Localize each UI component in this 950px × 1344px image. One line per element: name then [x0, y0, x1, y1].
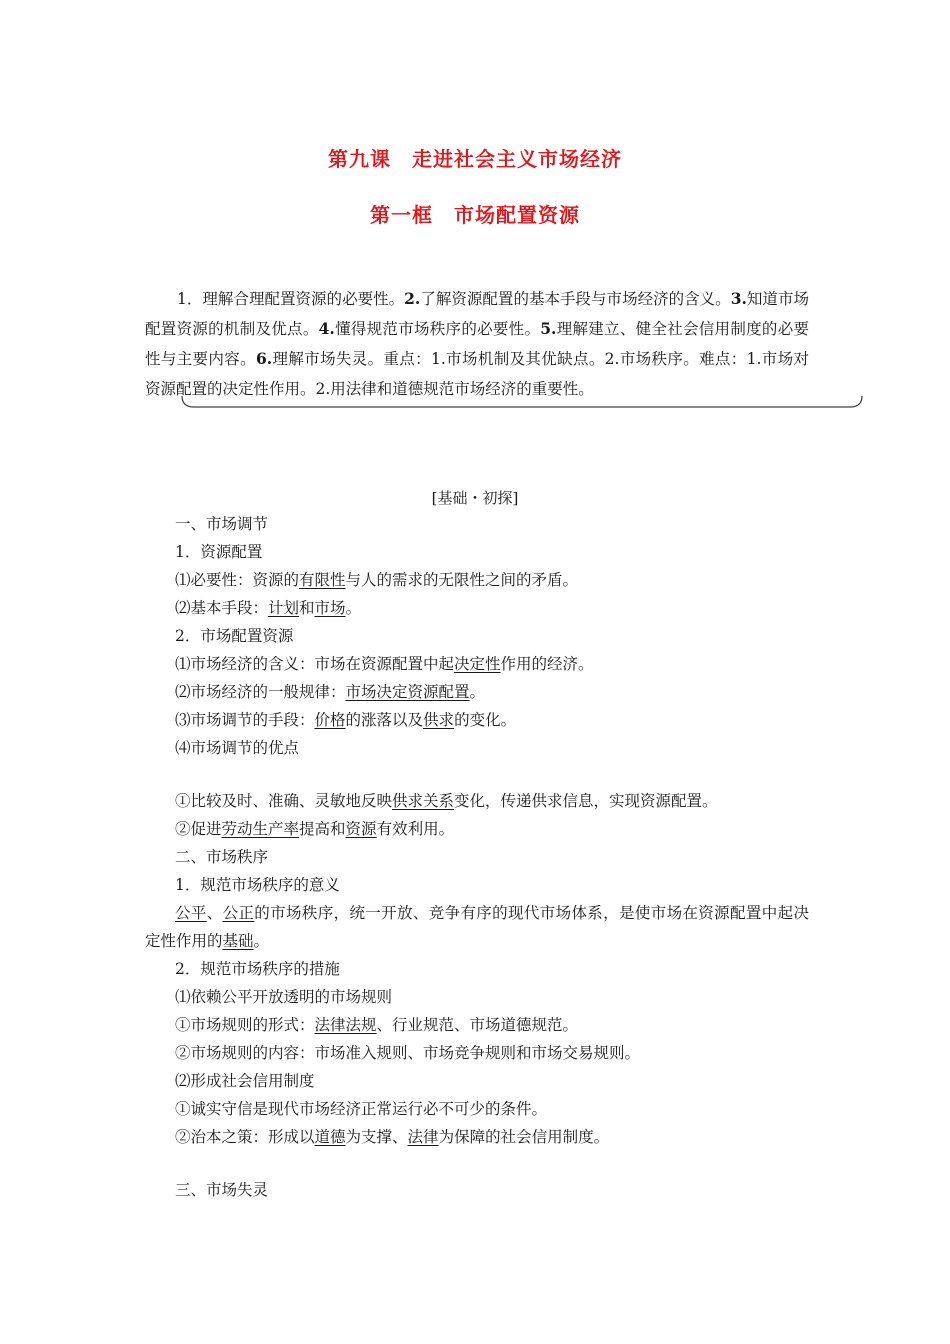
objective-3-text: 知道市场配置资源的机制及优点。: [145, 290, 809, 338]
text: 的市场秩序，统一开放、竞争有序的现代市场体系，是使市场在资源配置中起决定性作用的: [145, 904, 809, 950]
item-market-economy-meaning: [145, 650, 809, 678]
text: 的涨落以及: [345, 711, 424, 729]
text: ②治本之策：形成以: [175, 1128, 315, 1146]
lesson-title: 第九课 走进社会主义市场经济: [328, 147, 622, 171]
objective-4-text: 懂得规范市场秩序的必要性。: [334, 320, 541, 338]
objective-5-text: 理解建立、健全社会信用制度的必要性与主要内容。: [145, 320, 809, 368]
text: ①市场规则的形式：: [175, 1016, 315, 1034]
item-honesty: ①诚实守信是现代市场经济正常运行必不可少的条件。: [175, 1100, 548, 1118]
blank-answer: 供求: [423, 711, 455, 729]
item-resource-allocation: 1．资源配置: [175, 543, 263, 561]
text: ⑶市场调节的手段：: [175, 711, 315, 729]
bracket-divider: [180, 394, 864, 412]
blank-answer: 劳动生产率: [221, 820, 300, 838]
blank-answer: 供求关系: [392, 792, 455, 810]
blank-answer: 计划: [268, 599, 300, 617]
item-market-rules: ⑴依赖公平开放透明的市场规则: [175, 988, 393, 1006]
objective-1-text: ．理解合理配置资源的必要性。: [186, 290, 405, 308]
item-rule-forms: [145, 1011, 809, 1039]
heading-market-failure: 三、市场失灵: [175, 1181, 269, 1199]
text: 。: [469, 683, 486, 701]
text: 、: [206, 904, 223, 922]
blank-answer: 资源: [345, 820, 377, 838]
blank-answer: 基础: [222, 932, 254, 950]
item-order-significance: 1．规范市场秩序的意义: [175, 876, 340, 894]
text: ⑵基本手段：: [175, 599, 269, 617]
spacer: [145, 762, 809, 787]
learning-objectives: [145, 284, 809, 404]
item-general-law: [145, 678, 809, 706]
text: ⑵市场经济的一般规律：: [175, 683, 346, 701]
text: 为支撑、: [345, 1128, 408, 1146]
objective-6-number: 6.: [255, 349, 273, 368]
item-necessity: [145, 566, 809, 594]
blank-answer: 公平: [175, 904, 207, 922]
text: ⑴必要性：资源的: [175, 571, 300, 589]
text: 有效利用。: [376, 820, 455, 838]
objective-3-number: 3.: [730, 289, 747, 308]
blank-answer: 法律: [407, 1128, 439, 1146]
blank-answer: 市场决定资源配置: [345, 683, 470, 701]
item-credit-system: ⑵形成社会信用制度: [175, 1072, 315, 1090]
blank-answer: 决定性: [454, 655, 501, 673]
objective-6-text: 理解市场失灵。重点：1.市场机制及其优缺点。2.市场秩序。难点：1.市场对资源配置的决定性作用。2.用法律和道德规范市场经济的重要性。: [145, 350, 809, 398]
text: 为保障的社会信用制度。: [438, 1128, 610, 1146]
text: 的变化。: [454, 711, 517, 729]
blank-answer: 市场: [314, 599, 346, 617]
section-subtitle: 第一框 市场配置资源: [370, 203, 580, 227]
text: 。: [253, 932, 270, 950]
text: ②促进: [175, 820, 222, 838]
blank-answer: 道德: [314, 1128, 346, 1146]
text: 。: [345, 599, 362, 617]
item-advantage-1: [145, 787, 809, 815]
text: ⑴市场经济的含义：市场在资源配置中起: [175, 655, 455, 673]
item-fundamental-policy: [145, 1123, 809, 1151]
item-advantages: ⑷市场调节的优点: [175, 739, 300, 757]
text: ①比较及时、准确、灵敏地反映: [175, 792, 393, 810]
text: 变化，传递供求信息，实现资源配置。: [454, 792, 718, 810]
text: 与人的需求的无限性之间的矛盾。: [345, 571, 579, 589]
text: 作用的经济。: [500, 655, 594, 673]
objective-2-text: 了解资源配置的基本手段与市场经济的含义。: [420, 290, 731, 308]
item-market-allocation: 2．市场配置资源: [175, 627, 294, 645]
blank-answer: 公正: [222, 904, 255, 922]
item-regulation-means: [145, 706, 809, 734]
text: 、行业规范、市场道德规范。: [376, 1016, 579, 1034]
heading-market-order: 二、市场秩序: [175, 848, 269, 866]
text: 和: [299, 599, 315, 617]
spacer: [145, 1151, 809, 1176]
text: 提高和: [299, 820, 346, 838]
blank-answer: 法律法规: [314, 1016, 377, 1034]
item-advantage-2: [145, 815, 809, 843]
paragraph-order-significance: [145, 899, 809, 955]
item-rule-contents: ②市场规则的内容：市场准入规则、市场竞争规则和市场交易规则。: [175, 1044, 641, 1062]
blank-answer: 有限性: [299, 571, 346, 589]
blank-answer: 价格: [314, 711, 346, 729]
item-order-measures: 2．规范市场秩序的措施: [175, 960, 340, 978]
content-body: [145, 510, 809, 1204]
objective-1-number: 1: [177, 290, 187, 308]
objective-5-number: 5.: [540, 319, 557, 338]
item-basic-means: [145, 594, 809, 622]
heading-market-regulation: 一、市场调节: [175, 515, 269, 533]
objective-2-number: 2.: [404, 289, 421, 308]
objective-4-number: 4.: [318, 319, 335, 338]
section-tag: [基础・初探]: [431, 489, 519, 507]
